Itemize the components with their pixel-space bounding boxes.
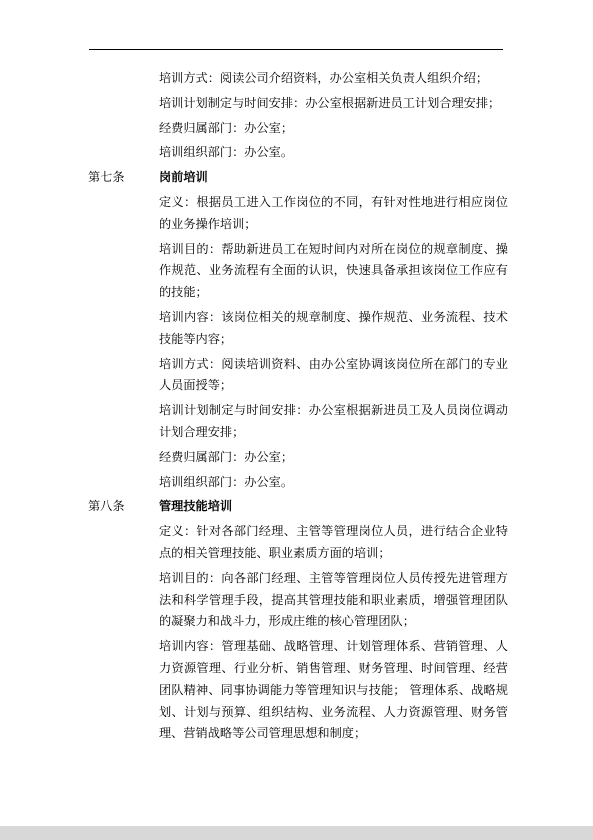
article-title: 岗前培训 <box>159 170 208 185</box>
paragraph: 培训目的：向各部门经理、主管等管理岗位人员传授先进管理方法和科学管理手段，提高其管理技能和职业素质，增强管理团队的凝聚力和战斗力，形成庄维的核心管理团队； <box>159 570 508 629</box>
paragraph: 培训计划制定与时间安排：办公室根据新进员工及人员岗位调动计划合理安排； <box>159 403 508 439</box>
article-heading-8 <box>88 496 508 518</box>
paragraph: 定义：根据员工进入工作岗位的不同，有针对性地进行相应岗位的业务操作培训； <box>159 194 508 231</box>
paragraph: 培训计划制定与时间安排：办公室根据新进员工计划合理安排； <box>159 95 501 110</box>
article-title: 管理技能培训 <box>159 499 233 514</box>
article-heading-7 <box>88 167 508 189</box>
paragraph: 培训组织部门：办公室。 <box>159 145 294 160</box>
header-rule <box>89 49 503 50</box>
paragraph: 培训目的：帮助新进员工在短时间内对所在岗位的规章制度、操作规范、业务流程有全面的认识，快速具备承担该岗位工作应有的技能； <box>159 241 508 300</box>
paragraph: 定义：针对各部门经理、主管等管理岗位人员，进行结合企业特点的相关管理技能、职业素质方面的培训； <box>159 524 508 560</box>
article-number: 第八条 <box>88 499 125 514</box>
paragraph: 经费归属部门：办公室； <box>159 449 294 464</box>
article-number: 第七条 <box>88 170 125 185</box>
paragraph: 培训组织部门：办公室。 <box>159 474 294 489</box>
paragraph: 经费归属部门：办公室； <box>159 120 294 135</box>
paragraph: 培训方式：阅读公司介绍资料，办公室相关负责人组织介绍； <box>159 71 489 85</box>
page-bottom-shadow <box>0 826 593 840</box>
paragraph: 培训内容：管理基础、战略管理、计划管理体系、营销管理、人力资源管理、行业分析、销售管理、财务管理、时间管理、经营团队精神、同事协调能力等管理知识与技能； 管理体系、战略规划、计划与预算、组织结构、业务流程、人力资源管理、财务管理、营销战略等公司管理思想和制度； <box>159 639 508 741</box>
paragraph: 培训方式：阅读培训资料、由办公室协调该岗位所在部门的专业人员面授等； <box>159 356 508 393</box>
document-body <box>88 68 508 748</box>
paragraph: 培训内容：该岗位相关的规章制度、操作规范、业务流程、技术技能等内容； <box>159 309 508 346</box>
